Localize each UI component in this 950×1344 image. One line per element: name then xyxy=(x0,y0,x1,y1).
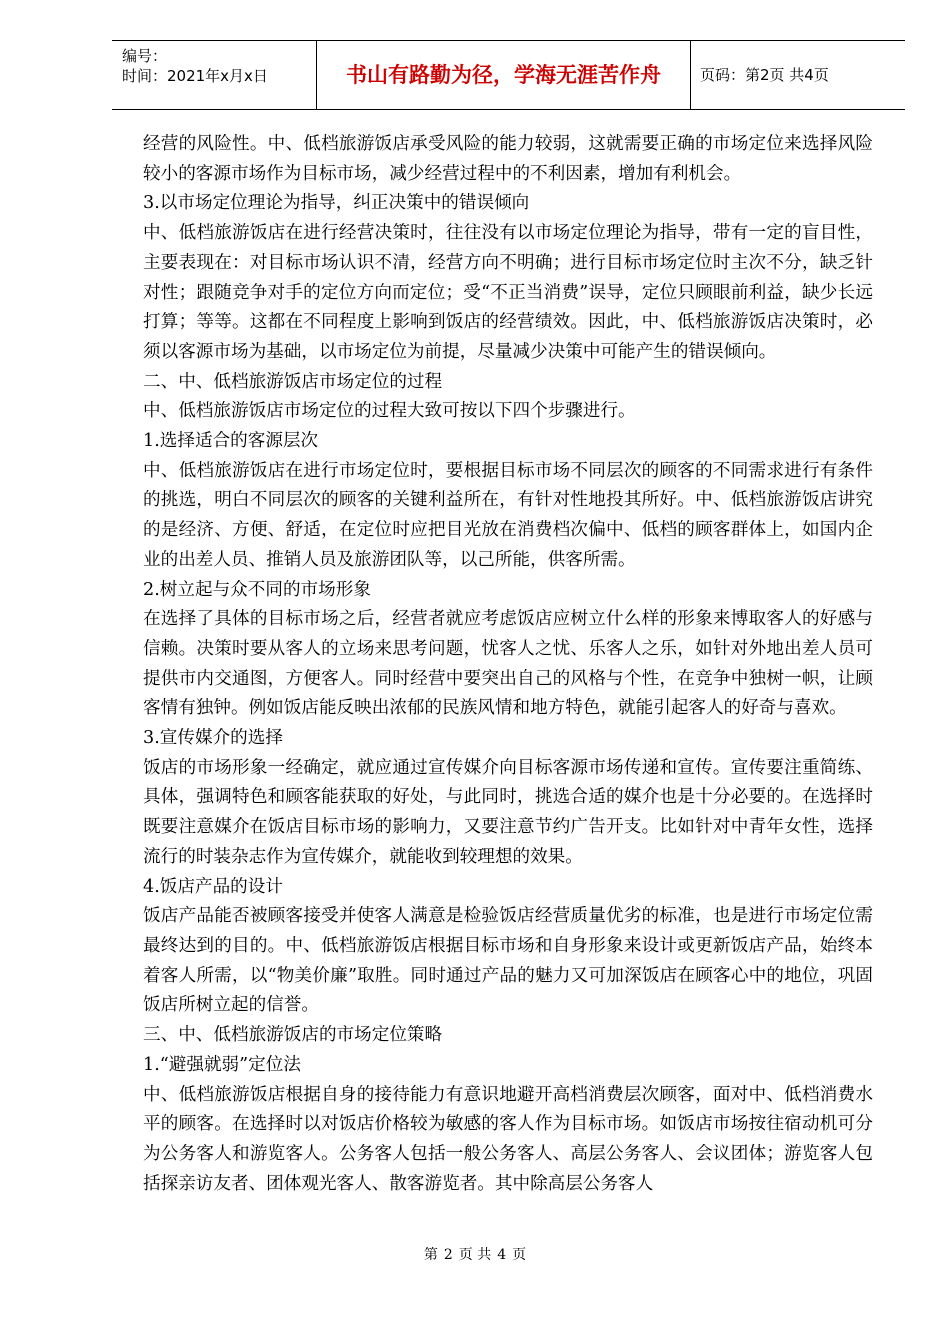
header-meta xyxy=(112,41,316,109)
paragraph: 经营的风险性。中、低档旅游饭店承受风险的能力较弱，这就需要正确的市场定位来选择风险较小的客源市场作为目标市场，减少经营过程中的不利因素，增加有利机会。 xyxy=(143,134,873,184)
paragraph: 中、低档旅游饭店在进行经营决策时，往往没有以市场定位理论为指导，带有一定的盲目性，主要表现在：对目标市场认识不清，经营方向不明确；进行目标市场定位时主次不分，缺乏针对性；跟随竞争对手的定位方向而定位；受“不正当消费”误导，定位只顾眼前利益，缺少长远打算；等等。这都在不同程度上影响到饭店的经营绩效。因此，中、低档旅游饭店决策时，必须以客源市场为基础，以市场定位为前提，尽量减少决策中可能产生的错误倾向。 xyxy=(143,223,873,362)
header-page-info: 页码：第2页 共4页 xyxy=(700,66,829,84)
footer-total-pages: 4 xyxy=(497,1247,507,1263)
section-heading: 4.饭店产品的设计 xyxy=(143,876,283,897)
section-heading: 3.宣传媒介的选择 xyxy=(143,728,283,749)
time-label: 时间：2021年x月x日 xyxy=(122,67,268,85)
section-heading: 二、中、低档旅游饭店市场定位的过程 xyxy=(143,371,443,392)
section-heading: 1.“避强就弱”定位法 xyxy=(143,1054,301,1075)
footer-suffix: 页 xyxy=(512,1247,527,1263)
page-header xyxy=(112,40,905,110)
paragraph: 中、低档旅游饭店市场定位的过程大致可按以下四个步骤进行。 xyxy=(143,401,636,422)
section-heading: 1.选择适合的客源层次 xyxy=(143,431,319,452)
section-heading: 2.树立起与众不同的市场形象 xyxy=(143,579,371,600)
document-body xyxy=(143,130,873,1199)
paragraph: 饭店的市场形象一经确定，就应通过宣传媒介向目标客源市场传递和宣传。宣传要注重简练、具体，强调特色和顾客能获取的好处，与此同时，挑选合适的媒介也是十分必要的。在选择时既要注意媒介在饭店目标市场的影响力，又要注意节约广告开支。比如针对中青年女性，选择流行的时装杂志作为宣传媒介，就能收到较理想的效果。 xyxy=(143,757,873,867)
page-footer xyxy=(0,1244,950,1264)
footer-page-number: 2 xyxy=(443,1247,453,1263)
footer-prefix: 第 xyxy=(423,1247,438,1263)
section-heading: 三、中、低档旅游饭店的市场定位策略 xyxy=(143,1025,443,1046)
footer-mid: 页 共 xyxy=(458,1247,492,1263)
paragraph: 中、低档旅游饭店在进行市场定位时，要根据目标市场不同层次的顾客的不同需求进行有条件的挑选，明白不同层次的顾客的关键利益所在，有针对性地投其所好。中、低档旅游饭店讲究的是经济、方便、舒适，在定位时应把目光放在消费档次偏中、低档的顾客群体上，如国内企业的出差人员、推销人员及旅游团队等，以己所能，供客所需。 xyxy=(143,460,873,570)
number-label: 编号： xyxy=(122,47,168,65)
paragraph: 在选择了具体的目标市场之后，经营者就应考虑饭店应树立什么样的形象来博取客人的好感与信赖。决策时要从客人的立场来思考问题，忧客人之忧、乐客人之乐，如针对外地出差人员可提供市内交通图，方便客人。同时经营中要突出自己的风格与个性，在竞争中独树一帜，让顾客情有独钟。例如饭店能反映出浓郁的民族风情和地方特色，就能引起客人的好奇与喜欢。 xyxy=(143,609,873,719)
paragraph: 中、低档旅游饭店根据自身的接待能力有意识地避开高档消费层次顾客，面对中、低档消费水平的顾客。在选择时以对饭店价格较为敏感的客人作为目标市场。如饭店市场按往宿动机可分为公务客人和游览客人。公务客人包括一般公务客人、高层公务客人、会议团体；游览客人包括探亲访友者、团体观光客人、散客游览者。其中除高层公务客人 xyxy=(143,1084,873,1194)
paragraph: 饭店产品能否被顾客接受并使客人满意是检验饭店经营质量优劣的标准，也是进行市场定位需最终达到的目的。中、低档旅游饭店根据目标市场和自身形象来设计或更新饭店产品，始终本着客人所需，以“物美价廉”取胜。同时通过产品的魅力又可加深饭店在顾客心中的地位，巩固饭店所树立起的信誉。 xyxy=(143,906,873,1016)
header-motto: 书山有路勤为径，学海无涯苦作舟 xyxy=(316,41,691,109)
section-heading: 3.以市场定位理论为指导，纠正决策中的错误倾向 xyxy=(143,193,530,214)
